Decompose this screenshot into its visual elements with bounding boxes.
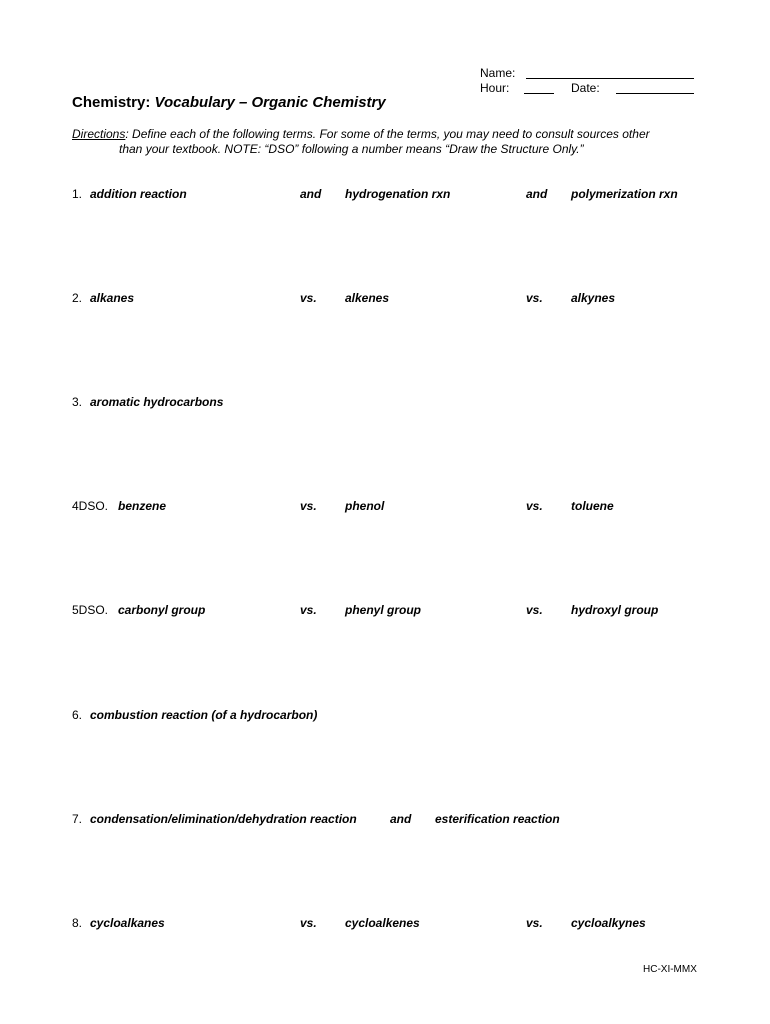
hour-label: Hour: xyxy=(480,81,510,95)
item-number: 4DSO. xyxy=(72,499,109,513)
connector-1: vs. xyxy=(300,291,317,305)
item-number: 5DSO. xyxy=(72,603,109,617)
name-label: Name: xyxy=(480,66,516,80)
connector-1: and xyxy=(300,187,322,201)
term-b: phenyl group xyxy=(345,603,421,617)
vocab-item xyxy=(0,915,770,931)
term-a: cycloalkanes xyxy=(90,916,165,930)
term-a: benzene xyxy=(118,499,167,513)
date-blank-line[interactable] xyxy=(616,93,694,94)
title-prefix: Chemistry: xyxy=(72,94,151,111)
term-a: alkanes xyxy=(90,291,135,305)
connector-2: vs. xyxy=(526,499,543,513)
connector-1: vs. xyxy=(300,499,317,513)
item-number: 7. xyxy=(72,812,83,826)
item-number: 6. xyxy=(72,708,83,722)
term-b: cycloalkenes xyxy=(345,916,420,930)
vocab-item xyxy=(0,811,770,827)
term-a: carbonyl group xyxy=(118,603,206,617)
item-number: 8. xyxy=(72,916,83,930)
connector-1: vs. xyxy=(300,916,317,930)
connector-1: vs. xyxy=(300,603,317,617)
item-number: 1. xyxy=(72,187,83,201)
vocab-item xyxy=(0,186,770,202)
directions-line-1: : Define each of the following terms. For some of the terms, you may need to consult sources other xyxy=(125,127,650,141)
term-b: esterification reaction xyxy=(435,812,560,826)
connector-2: vs. xyxy=(526,291,543,305)
title-main: Vocabulary – Organic Chemistry xyxy=(154,94,386,111)
page-title xyxy=(72,94,386,111)
directions-lead: Directions xyxy=(72,127,126,141)
directions-line-2: than your textbook. NOTE: “DSO” following a number means “Draw the Structure Only.” xyxy=(119,142,584,156)
item-number: 3. xyxy=(72,395,83,409)
term-a: addition reaction xyxy=(90,187,187,201)
footer-code: HC-XI-MMX xyxy=(643,964,697,975)
term-c: toluene xyxy=(571,499,614,513)
term-b: phenol xyxy=(345,499,385,513)
term-a: condensation/elimination/dehydration reaction xyxy=(90,812,357,826)
connector-1: and xyxy=(390,812,412,826)
vocab-item xyxy=(0,290,770,306)
connector-2: vs. xyxy=(526,603,543,617)
connector-2: vs. xyxy=(526,916,543,930)
term-c: cycloalkynes xyxy=(571,916,646,930)
term-a: aromatic hydrocarbons xyxy=(90,395,224,409)
term-c: polymerization rxn xyxy=(571,187,678,201)
term-a: combustion reaction (of a hydrocarbon) xyxy=(90,708,318,722)
directions-paragraph xyxy=(72,127,712,157)
term-c: hydroxyl group xyxy=(571,603,659,617)
term-c: alkynes xyxy=(571,291,616,305)
vocab-item xyxy=(0,602,770,618)
name-blank-line[interactable] xyxy=(526,78,694,79)
vocab-item xyxy=(0,394,770,410)
vocab-item xyxy=(0,707,770,723)
hour-blank-line[interactable] xyxy=(524,93,554,94)
date-label: Date: xyxy=(571,81,600,95)
vocab-item xyxy=(0,498,770,514)
term-b: hydrogenation rxn xyxy=(345,187,451,201)
term-b: alkenes xyxy=(345,291,390,305)
item-number: 2. xyxy=(72,291,83,305)
connector-2: and xyxy=(526,187,548,201)
